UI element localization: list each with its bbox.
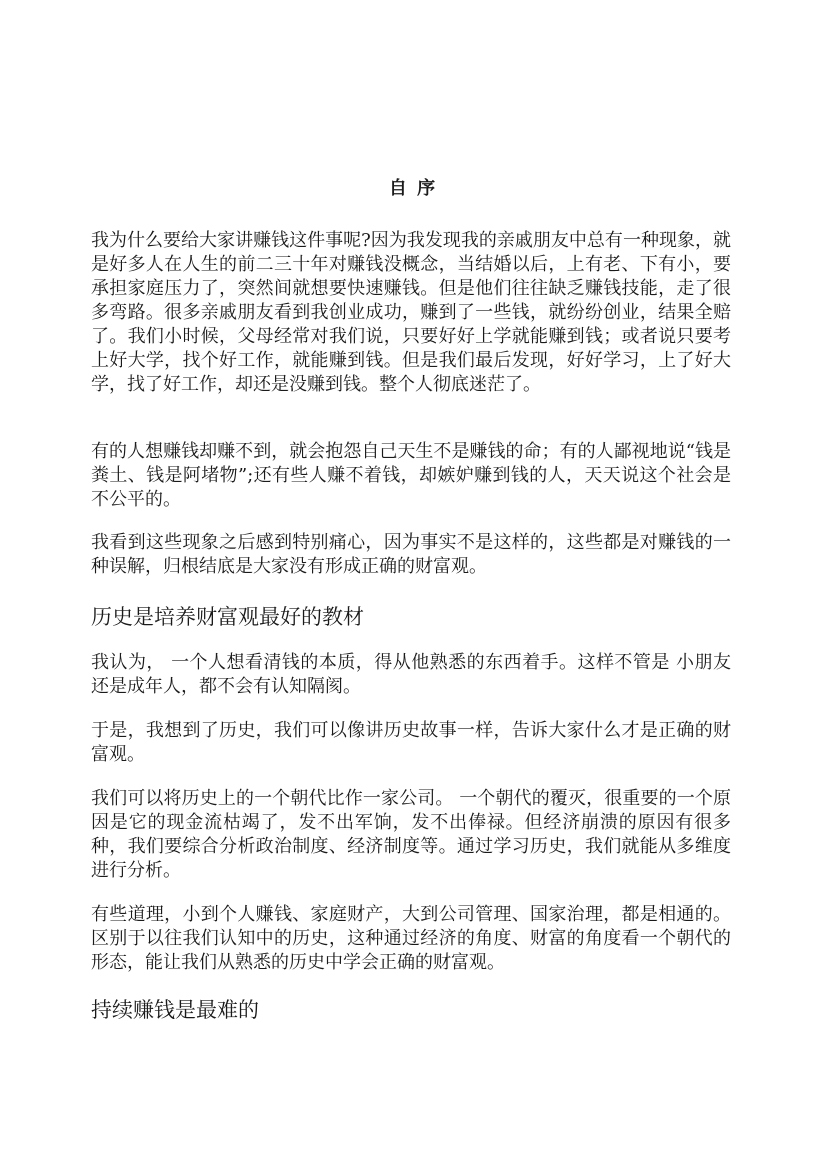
intro-paragraph-2: 有的人想赚钱却赚不到，就会抱怨自己天生不是赚钱的命；有的人鄙视地说“钱是粪土、钱是阿堵物”;还有些人赚不着钱，却嫉妒赚到钱的人，天天说这个社会是不公平的。 xyxy=(91,441,731,510)
section-heading-history: 历史是培养财富观最好的教材 xyxy=(91,605,364,629)
page-title: 自 序 xyxy=(388,178,438,199)
intro-paragraph-3: 我看到这些现象之后感到特别痛心，因为事实不是这样的，这些都是对赚钱的一种误解，归根结底是大家没有形成正确的财富观。 xyxy=(91,532,731,577)
section-heading-earning: 持续赚钱是最难的 xyxy=(91,998,259,1022)
history-paragraph-4: 有些道理，小到个人赚钱、家庭财产，大到公司管理、国家治理，都是相通的。区别于以往我们认知中的历史，这种通过经济的角度、财富的角度看一个朝代的形态，能让我们从熟悉的历史中学会正确的财富观。 xyxy=(91,904,731,973)
history-paragraph-2: 于是，我想到了历史，我们可以像讲历史故事一样，告诉大家什么才是正确的财富观。 xyxy=(91,720,731,765)
intro-paragraph-1: 我为什么要给大家讲赚钱这件事呢?因为我发现我的亲戚朋友中总有一种现象，就是好多人在人生的前二三十年对赚钱没概念，当结婚以后，上有老、下有小，要承担家庭压力了，突然间就想要快速赚钱。但是他们往往缺乏赚钱技能，走了很多弯路。很多亲戚朋友看到我创业成功，赚到了一些钱，就纷纷创业，结果全赔了。我们小时候，父母经常对我们说，只要好好上学就能赚到钱；或者说只要考上好大学，找个好工作，就能赚到钱。但是我们最后发现，好好学习，上了好大学，找了好工作，却还是没赚到钱。整个人彻底迷茫了。 xyxy=(91,230,731,395)
history-paragraph-3: 我们可以将历史上的一个朝代比作一家公司。 一个朝代的覆灭，很重要的一个原因是它的现金流枯竭了，发不出军饷，发不出俸禄。但经济崩溃的原因有很多种，我们要综合分析政治制度、经济制度等。通过学习历史，我们就能从多维度进行分析。 xyxy=(91,788,731,881)
history-paragraph-1: 我认为， 一个人想看清钱的本质，得从他熟悉的东西着手。这样不管是 小朋友还是成年人，都不会有认知隔阂。 xyxy=(91,652,731,697)
